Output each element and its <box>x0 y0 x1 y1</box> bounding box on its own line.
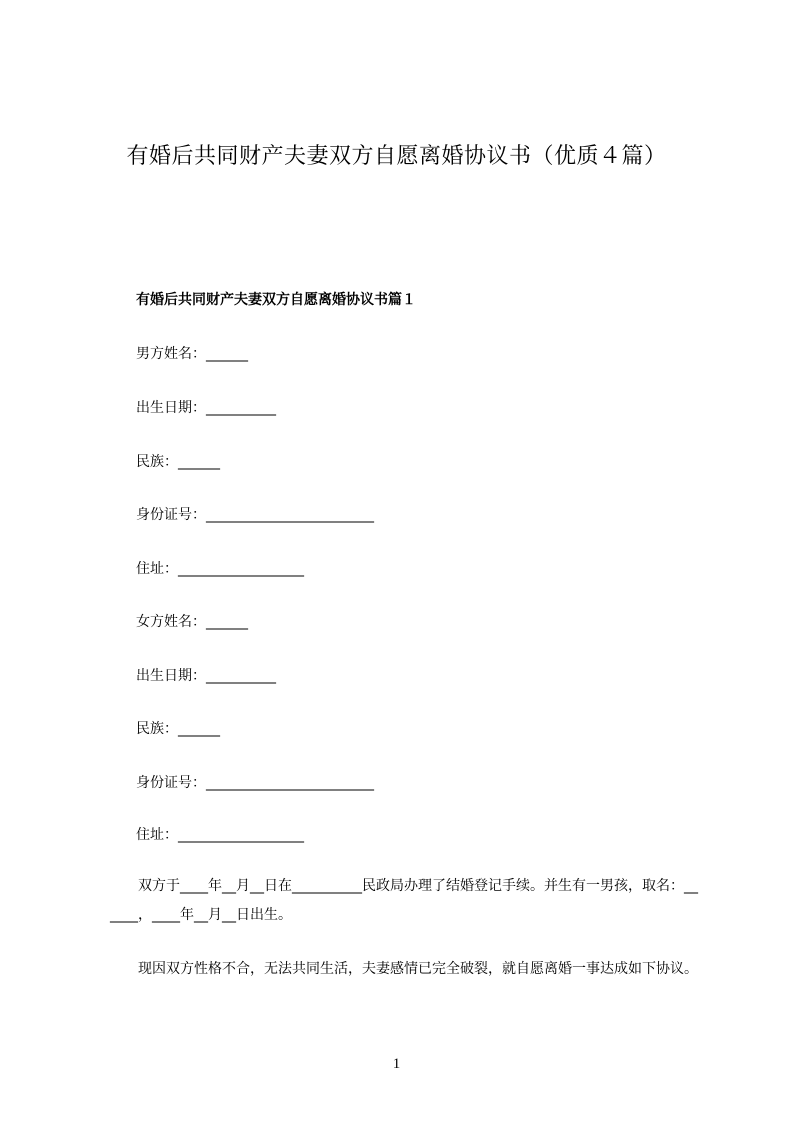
section-heading: 有婚后共同财产夫妻双方自愿离婚协议书篇１ <box>136 292 416 308</box>
male-birth-date-field: 出生日期：__________ <box>136 400 276 416</box>
marriage-registration-paragraph: 双方于____年__月__日在__________民政局办理了结婚登记手续。并生有一男孩，取名：______，____年__月__日出生。 <box>110 878 698 923</box>
female-id-number-field: 身份证号：________________________ <box>136 775 374 791</box>
female-address-field: 住址：__________________ <box>136 827 304 843</box>
divorce-reason-paragraph: 现因双方性格不合，无法共同生活，夫妻感情已完全破裂，就自愿离婚一事达成如下协议。 <box>138 961 698 977</box>
page-number: 1 <box>392 1056 401 1072</box>
document-title: 有婚后共同财产夫妻双方自愿离婚协议书（优质４篇） <box>126 144 667 169</box>
female-birth-date-field: 出生日期：__________ <box>136 668 276 684</box>
male-address-field: 住址：__________________ <box>136 561 304 577</box>
male-ethnicity-field: 民族：______ <box>136 454 220 470</box>
male-id-number-field: 身份证号：________________________ <box>136 507 374 523</box>
male-name-field: 男方姓名：______ <box>136 346 248 362</box>
female-name-field: 女方姓名：______ <box>136 614 248 630</box>
female-ethnicity-field: 民族：______ <box>136 721 220 737</box>
